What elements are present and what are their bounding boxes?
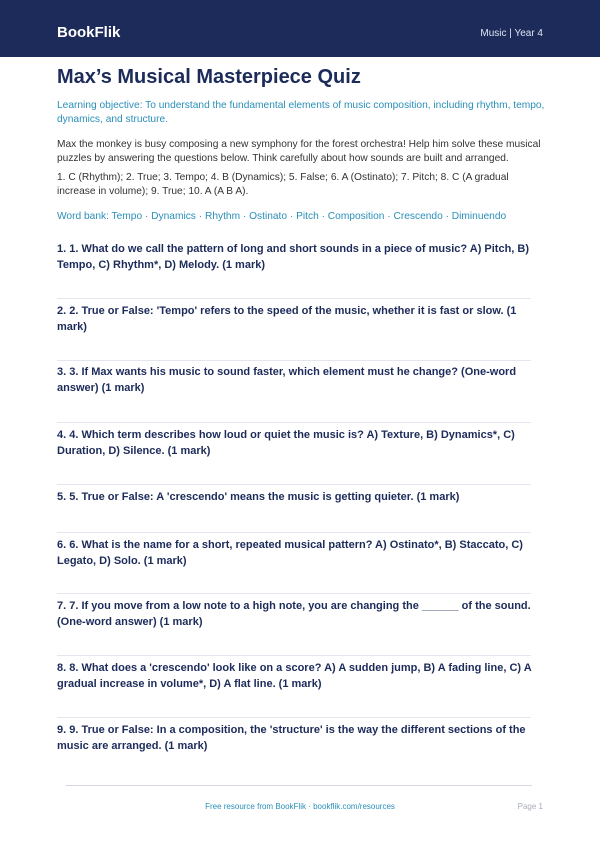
divider [57,655,531,656]
question-3: 3. 3. If Max wants his music to sound faster, which element must he change? (One-word answer) (1 mark) [57,366,517,394]
brand-logo: BookFlik [57,24,121,41]
question-1: 1. 1. What do we call the pattern of long and short sounds in a piece of music? A) Pitch, B) Tempo, C) Rhythm*, D) Melody. (1 mark) [57,243,530,271]
intro-text: Max the monkey is busy composing a new symphony for the forest orchestra! Help him solve these musical puzzles by answering the questions below. Think carefully about how sounds are built and arranged. [57,139,541,164]
footer-divider [66,785,532,786]
page-title: Max’s Musical Masterpiece Quiz [57,66,361,88]
answer-key: 1. C (Rhythm); 2. True; 3. Tempo; 4. B (Dynamics); 5. False; 6. A (Ostinato); 7. Pitch; 8. C (A gradual increase in volume); 9. True; 10. A (A B A). [57,172,509,197]
divider [57,298,531,299]
question-6: 6. 6. What is the name for a short, repeated musical pattern? A) Ostinato*, B) Staccato, C) Legato, D) Solo. (1 mark) [57,539,523,567]
divider [57,484,531,485]
question-2: 2. 2. True or False: 'Tempo' refers to the speed of the music, whether it is fast or slow. (1 mark) [57,305,517,333]
divider [57,593,531,594]
question-9: 9. 9. True or False: In a composition, the 'structure' is the way the different sections of the music are arranged. (1 mark) [57,724,526,752]
page-header [0,0,600,57]
question-4: 4. 4. Which term describes how loud or quiet the music is? A) Texture, B) Dynamics*, C) Duration, D) Silence. (1 mark) [57,429,515,457]
question-7: 7. 7. If you move from a low note to a high note, you are changing the ______ of the sound. (One-word answer) (1 mark) [57,600,531,628]
word-bank: Word bank: Tempo · Dynamics · Rhythm · Ostinato · Pitch · Composition · Crescendo · Diminuendo [57,211,507,222]
question-5: 5. 5. True or False: A 'crescendo' means the music is getting quieter. (1 mark) [57,491,460,503]
divider [57,360,531,361]
subject-label: Music | Year 4 [480,28,543,39]
learning-objective: Learning objective: To understand the fundamental elements of music composition, including rhythm, tempo, dynamics, and structure. [57,100,545,125]
question-8: 8. 8. What does a 'crescendo' look like on a score? A) A sudden jump, B) A fading line, C) A gradual increase in volume*, D) A flat line. (1 mark) [57,662,532,690]
footer-link[interactable]: Free resource from BookFlik · bookflik.com/resources [205,802,395,811]
page-number: Page 1 [517,802,543,811]
divider [57,717,531,718]
divider [57,532,531,533]
divider [57,422,531,423]
